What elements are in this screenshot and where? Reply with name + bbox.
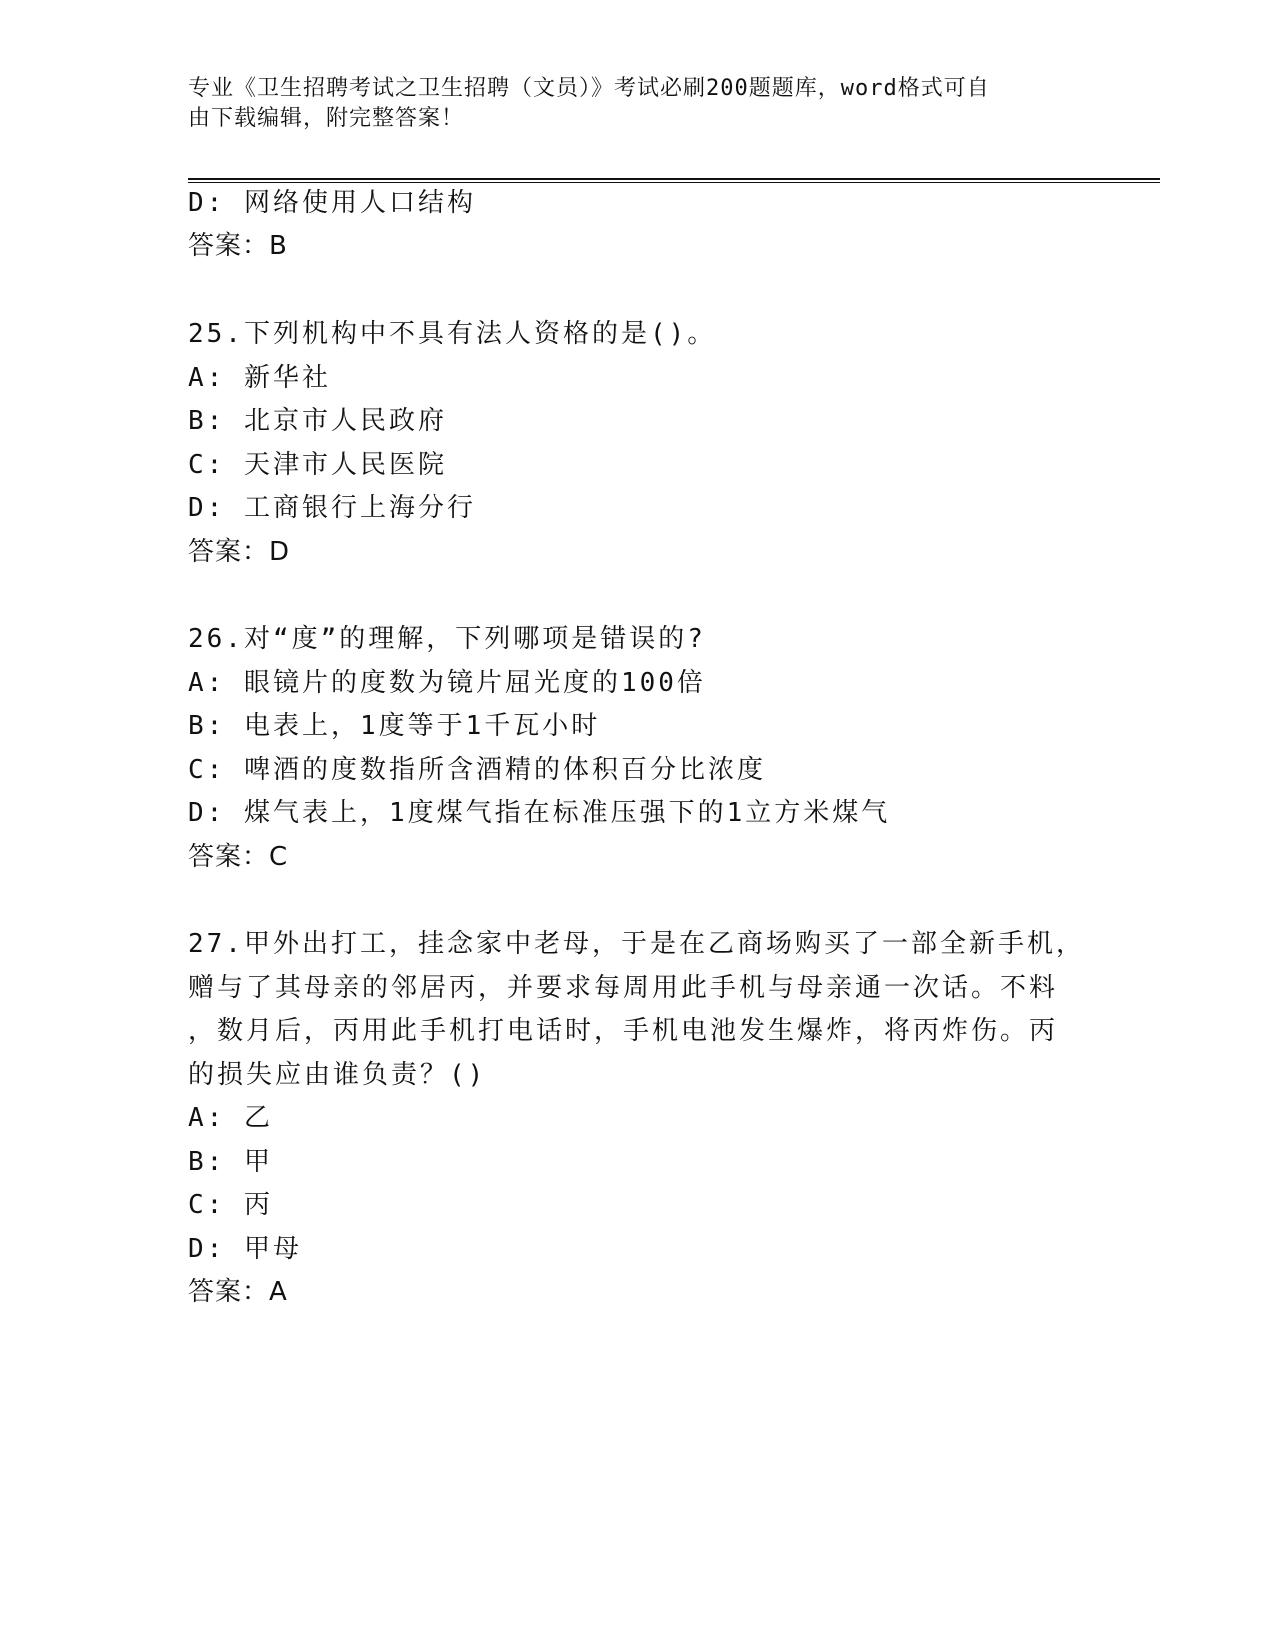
question-27-stem-line-1: 27.甲外出打工，挂念家中老母，于是在乙商场购买了一部全新手机，	[188, 929, 1085, 959]
prev-question-option-d: D: 网络使用人口结构	[188, 188, 476, 218]
header-line-2: 由下载编辑，附完整答案！	[188, 106, 465, 131]
question-25-option-c: C: 天津市人民医院	[188, 450, 447, 480]
question-27-option-a: A: 乙	[188, 1103, 273, 1133]
question-25-option-d: D: 工商银行上海分行	[188, 493, 476, 523]
question-27-stem-line-4: 的损失应由谁负责？()	[188, 1060, 487, 1090]
document-header	[188, 74, 1068, 134]
question-27-option-c: C: 丙	[188, 1190, 273, 1220]
prev-question-answer: 答案：B	[188, 231, 288, 261]
question-27-option-b: B: 甲	[188, 1147, 273, 1177]
header-divider-thin	[188, 182, 1160, 183]
question-26-answer: 答案：C	[188, 842, 289, 872]
question-26-stem: 26.对“度”的理解，下列哪项是错误的?	[188, 624, 706, 654]
question-27-stem-line-2: 赠与了其母亲的邻居丙，并要求每周用此手机与母亲通一次话。不料	[188, 973, 1059, 1003]
question-26-option-d: D: 煤气表上，1度煤气指在标准压强下的1立方米煤气	[188, 798, 891, 828]
question-26-option-a: A: 眼镜片的度数为镜片屈光度的100倍	[188, 668, 706, 698]
question-25-stem: 25.下列机构中不具有法人资格的是()。	[188, 319, 717, 349]
question-26-option-b: B: 电表上，1度等于1千瓦小时	[188, 711, 601, 741]
question-26-option-c: C: 啤酒的度数指所含酒精的体积百分比浓度	[188, 755, 766, 785]
question-27-option-d: D: 甲母	[188, 1234, 302, 1264]
header-line-1: 专业《卫生招聘考试之卫生招聘（文员）》考试必刷200题题库，word格式可自	[188, 76, 990, 101]
question-25-option-a: A: 新华社	[188, 363, 331, 393]
question-25-option-b: B: 北京市人民政府	[188, 406, 447, 436]
header-divider-thick	[188, 178, 1160, 180]
question-27-answer: 答案：A	[188, 1277, 288, 1307]
question-27-stem-line-3: ，数月后，丙用此手机打电话时，手机电池发生爆炸，将丙炸伤。丙	[188, 1016, 1059, 1046]
question-25-answer: 答案：D	[188, 537, 291, 567]
